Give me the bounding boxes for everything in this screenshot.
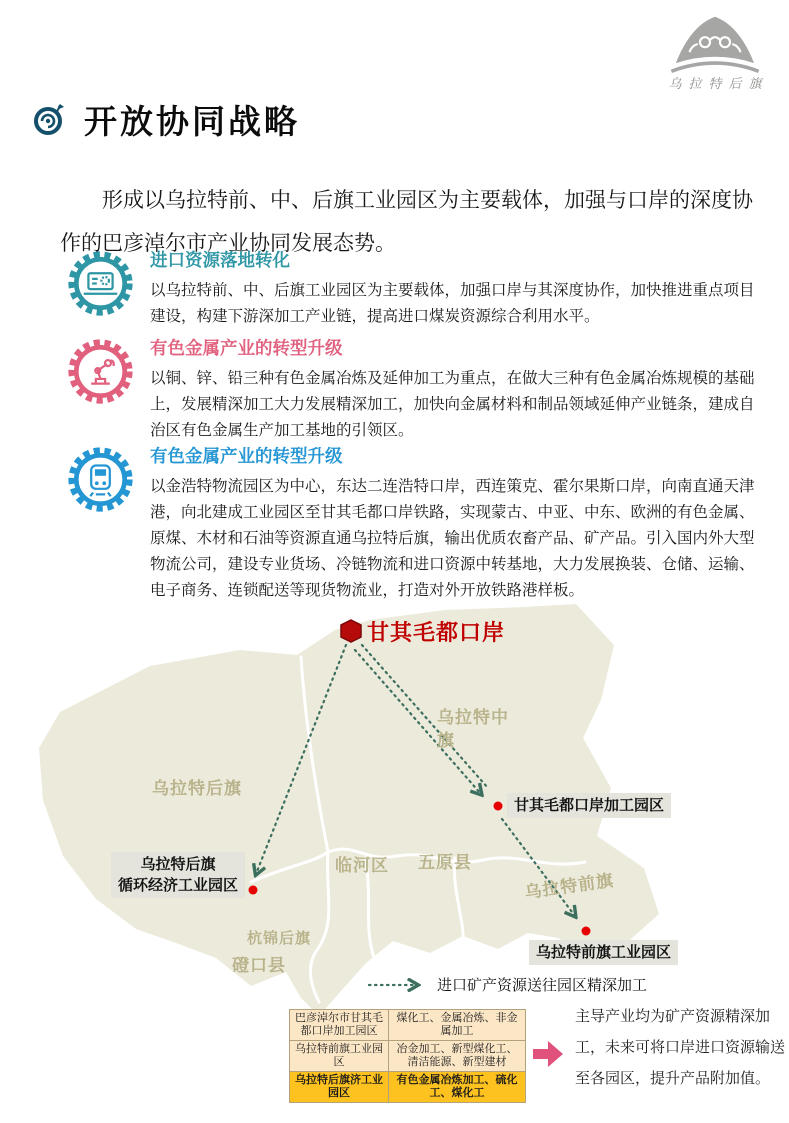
park-cell: 乌拉特后旗济工业园区 [290, 1072, 389, 1103]
park-cell: 乌拉特前旗工业园区 [290, 1041, 389, 1072]
region-wulate-houqi: 乌拉特后旗 [152, 779, 242, 798]
logo-text: 乌拉特后旗 [668, 76, 769, 91]
region-wulate-qianqi: 乌拉特前旗 [523, 870, 616, 903]
intro-paragraph: 形成以乌拉特前、中、后旗工业园区为主要载体，加强与口岸的深度协作的巴彦淖尔市产业协同发展态势。 [60, 189, 753, 255]
site-label-houqi [111, 852, 245, 898]
region-wuyuan: 五原县 [418, 853, 472, 872]
section-nonferrous-upgrade [150, 335, 764, 444]
logo [651, 14, 779, 92]
industries-cell: 冶金加工、新型煤化工、清洁能源、新型建材 [389, 1041, 526, 1072]
site-label-jiagong: 甘其毛都口岸加工园区 [507, 793, 671, 818]
page-title: 开放协同战略 [84, 105, 300, 141]
section-body: 以乌拉特前、中、后旗工业园区为主要载体，加强口岸与其深度协作，加快推进重点项目建设，构建下游深加工产业链，提高进口煤炭资源综合利用水平。 [150, 282, 755, 325]
site-label-houqi-line2: 循环经济工业园区 [118, 877, 239, 894]
bayannur-map [25, 600, 770, 1025]
section-body: 以铜、锌、铅三种有色金属冶炼及延伸加工为重点，在做大三种有色金属冶炼规模的基础上，发展精深加工大力发展精深加工，加快向金属材料和制品领域延伸产业链条，建成自治区有色金属生产加工基地的引领区。 [150, 370, 755, 439]
region-wulate-zhongqi: 乌拉特中旗 [437, 708, 509, 750]
section-title: 进口资源落地转化 [150, 250, 290, 270]
section-import-resources [150, 247, 764, 330]
port-label: 甘其毛都口岸 [367, 620, 506, 645]
industries-cell: 有色金属冶炼加工、硫化工、煤化工 [389, 1072, 526, 1103]
table-row [290, 1041, 526, 1072]
region-hangjinhou: 杭锦后旗 [247, 930, 312, 947]
robot-arm-icon [67, 338, 134, 405]
region-linhe: 临河区 [335, 856, 389, 875]
site-dot-qianqi [582, 927, 591, 936]
site-dot-houqi [249, 886, 258, 895]
port-marker [341, 620, 361, 642]
legend-text: 进口矿产资源送往园区精深加工 [437, 977, 648, 994]
train-icon [67, 446, 134, 513]
section-title: 有色金属产业的转型升级 [150, 446, 343, 466]
note-arrow-icon [533, 1040, 564, 1068]
section-title: 有色金属产业的转型升级 [150, 338, 343, 358]
dotted-arrow-icon [367, 978, 429, 992]
parks-industries-table [289, 1009, 526, 1103]
target-icon [33, 103, 64, 136]
map-legend [367, 974, 647, 995]
section-body: 以金浩特物流园区为中心，东达二连浩特口岸，西连策克、霍尔果斯口岸，向南直通天津港，向北建成工业园区至甘其毛都口岸铁路，实现蒙古、中亚、中东、欧洲的有色金属、原煤、木材和石油等资源直通乌拉特后旗，输出优质农畜产品、矿产品。引入国内外大型物流公司，建设专业货场、冷链物流和进口资源中转基地，大力发展换装、仓储、运输、电子商务、连锁配送等现货物流业，打造对外开放铁路港样板。 [150, 478, 755, 599]
yurt-dome-icon [660, 14, 770, 74]
site-dot-jiagong [494, 802, 503, 811]
region-dengkou: 磴口县 [232, 956, 286, 975]
section-logistics [150, 443, 764, 604]
park-cell: 巴彦淖尔市甘其毛都口岸加工园区 [290, 1010, 389, 1041]
laptop-gear-icon [67, 250, 134, 317]
table-row-highlighted [290, 1072, 526, 1103]
site-label-houqi-line1: 乌拉特后旗 [140, 856, 216, 873]
table-row [290, 1010, 526, 1041]
industries-cell: 煤化工、金属冶炼、非金属加工 [389, 1010, 526, 1041]
site-label-qianqi: 乌拉特前旗工业园区 [529, 940, 678, 965]
note-text: 主导产业均为矿产资源精深加工，未来可将口岸进口资源输送至各园区，提升产品附加值。 [575, 1008, 786, 1087]
